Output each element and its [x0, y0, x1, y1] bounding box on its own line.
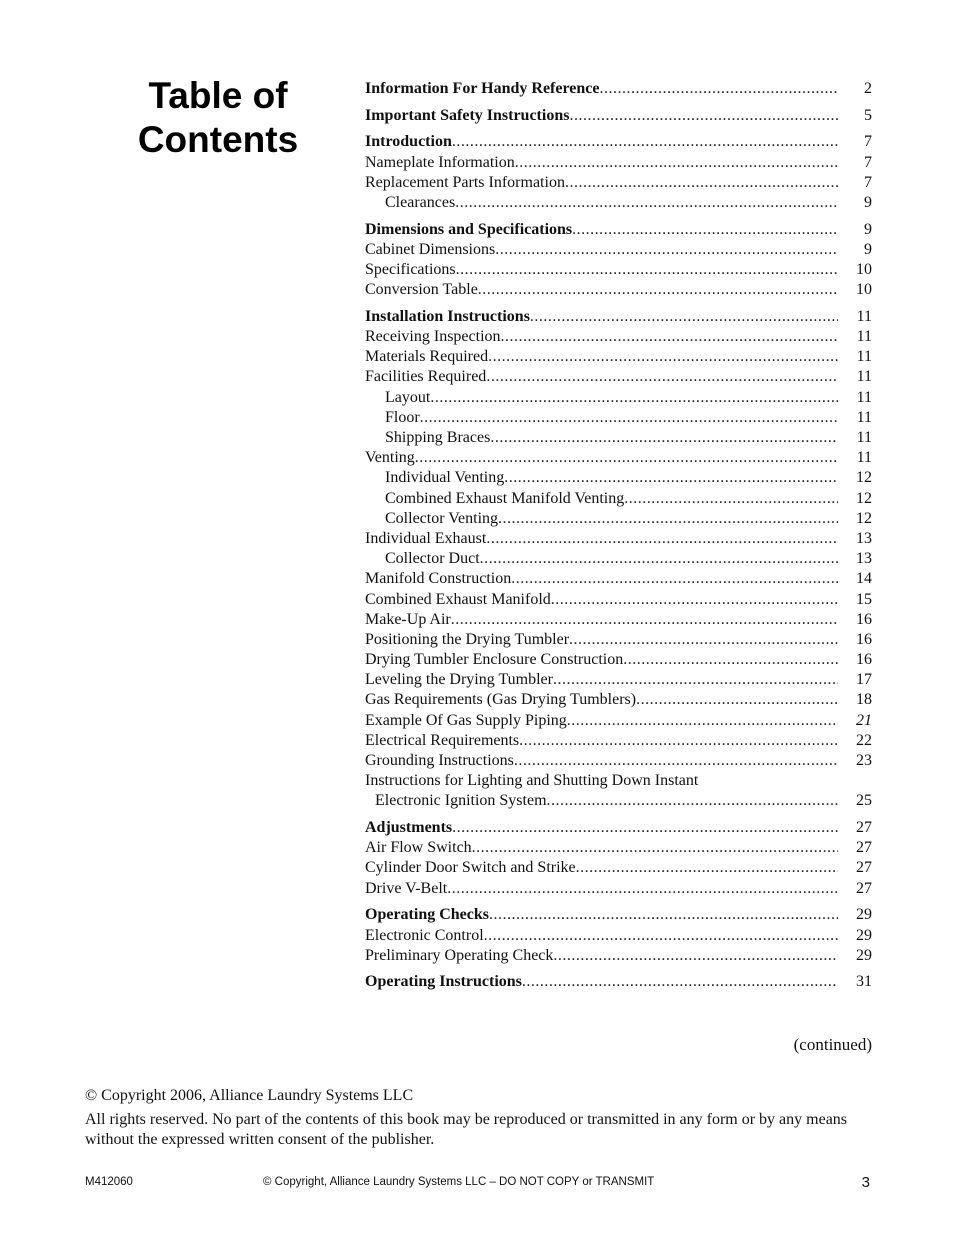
toc-entry-label: Collector Venting [385, 509, 499, 527]
toc-entry[interactable] [365, 260, 872, 280]
toc-entry[interactable] [365, 569, 872, 589]
toc-entry[interactable] [365, 946, 872, 966]
toc-entry-page: 10 [856, 261, 872, 278]
dot-leader [472, 838, 838, 858]
dot-leader [415, 448, 838, 468]
toc-entry-page: 16 [856, 610, 872, 628]
dot-leader [480, 549, 838, 569]
toc-entry-label: Cylinder Door Switch and Strike [365, 859, 576, 877]
toc-entry[interactable] [365, 972, 872, 992]
toc-entry-page: 12 [856, 489, 872, 507]
toc-entry[interactable] [365, 193, 872, 213]
dot-leader [498, 509, 838, 529]
toc-entry-label: Instructions for Lighting and Shutting Down Instant [365, 772, 699, 790]
copyright-line: © Copyright 2006, Alliance Laundry Systems LLC [85, 1087, 414, 1104]
toc-entry-page: 12 [856, 509, 872, 527]
toc-entry-label: Introduction [365, 133, 452, 151]
toc-entry-page: 11 [856, 429, 872, 446]
toc-entry-label: Individual Exhaust [365, 529, 487, 547]
toc-entry-page: 29 [856, 906, 872, 924]
dot-leader [547, 791, 838, 811]
dot-leader [511, 569, 838, 589]
toc-entry-page: 13 [856, 529, 872, 547]
toc-entry[interactable] [365, 529, 872, 549]
toc-entry-label: Drying Tumbler Enclosure Construction [365, 651, 624, 669]
dot-leader [430, 388, 838, 408]
dot-leader [530, 307, 838, 327]
toc-entry-page: 7 [864, 133, 872, 151]
toc-entry-page: 14 [856, 570, 872, 588]
toc-entry-page: 13 [856, 550, 872, 568]
dot-leader [636, 690, 838, 710]
toc-entry[interactable] [365, 650, 872, 670]
toc-entry[interactable] [365, 489, 872, 509]
toc-entry-label: Venting [365, 449, 415, 467]
dot-leader [484, 926, 838, 946]
page-title-line1: Table of [148, 75, 288, 116]
toc-entry-page: 31 [856, 973, 872, 991]
toc-entry[interactable] [365, 751, 872, 771]
dot-leader [452, 818, 838, 838]
toc-entry-page: 7 [864, 153, 872, 171]
toc-entry-page: 22 [856, 731, 872, 749]
toc-entry-page: 11 [856, 368, 872, 386]
toc-entry-page: 11 [856, 328, 872, 346]
dot-leader [565, 173, 838, 193]
page-footer [0, 1174, 954, 1194]
toc-entry[interactable] [365, 791, 872, 811]
toc-entry-label: Materials Required [365, 348, 489, 366]
toc-entry-page: 11 [856, 388, 872, 406]
toc-entry-label: Information For Handy Reference [365, 80, 600, 97]
dot-leader [624, 489, 838, 509]
toc-entry-label: Clearances [385, 193, 456, 211]
dot-leader [569, 630, 838, 650]
toc-entry-label: Leveling the Drying Tumbler [365, 671, 553, 689]
document-code: M412060 [85, 1176, 133, 1188]
copyright-notice [85, 1086, 875, 1150]
toc-entry-page: 29 [856, 946, 872, 964]
dot-leader [456, 260, 838, 280]
toc-entry-page: 16 [856, 651, 872, 669]
toc-entry[interactable] [365, 347, 872, 367]
page-title-line2: Contents [137, 119, 299, 160]
toc-entry[interactable] [365, 690, 872, 710]
toc-entry-page: 9 [864, 220, 872, 238]
toc-entry-label: Dimensions and Specifications [365, 220, 573, 238]
toc-entry-page: 11 [856, 408, 872, 426]
toc-entry-label: Specifications [365, 261, 456, 278]
dot-leader [488, 347, 838, 367]
toc-entry[interactable] [365, 630, 872, 650]
rights-statement: All rights reserved. No part of the contents of this book may be reproduced or transmitted in any form or by any means without the expressed written consent of the publisher. [85, 1111, 848, 1148]
toc-entry-label: Make-Up Air [365, 610, 451, 628]
page-title [118, 74, 318, 162]
toc-entry-page: 11 [856, 348, 872, 366]
toc-entry[interactable] [365, 428, 872, 448]
toc-entry[interactable] [365, 327, 872, 347]
toc-entry-page: 27 [856, 839, 872, 857]
toc-entry[interactable] [365, 838, 872, 858]
page-number: 3 [861, 1174, 870, 1191]
toc-entry[interactable] [365, 731, 872, 751]
toc-entry-label: Electronic Control [365, 926, 484, 944]
toc-entry-page: 27 [856, 819, 872, 837]
toc-entry-label: Individual Venting [385, 469, 505, 487]
toc-entry-page: 9 [864, 240, 872, 258]
toc-entry-label: Adjustments [365, 819, 453, 837]
toc-entry[interactable] [365, 590, 872, 610]
dot-leader [490, 428, 838, 448]
toc-entry[interactable] [365, 132, 872, 152]
toc-entry-label: Electronic Ignition System [375, 792, 547, 810]
toc-entry[interactable] [365, 173, 872, 193]
toc-entry-label: Shipping Braces [385, 429, 491, 446]
toc-entry-label: Positioning the Drying Tumbler [365, 630, 570, 648]
toc-entry[interactable] [365, 610, 872, 630]
dot-leader [522, 972, 838, 992]
dot-leader [486, 367, 838, 387]
dot-leader [567, 711, 838, 731]
toc-entry-label: Receiving Inspection [365, 328, 501, 346]
dot-leader [478, 280, 838, 300]
dot-leader [501, 327, 838, 347]
toc-entry[interactable] [365, 509, 872, 529]
continued-note: (continued) [793, 1035, 872, 1054]
dot-leader [495, 240, 838, 260]
toc-entry[interactable] [365, 240, 872, 260]
toc-entry-page: 9 [864, 193, 872, 211]
toc-entry[interactable] [365, 367, 872, 387]
toc-entry-label: Operating Checks [365, 906, 489, 924]
toc-entry-label: Electrical Requirements [365, 731, 520, 749]
dot-leader [515, 153, 838, 173]
toc-entry[interactable] [365, 153, 872, 173]
toc-entry-label: Important Safety Instructions [365, 106, 570, 124]
dot-leader [551, 590, 838, 610]
toc-entry-page: 7 [864, 173, 872, 191]
toc-entry-page: 27 [856, 859, 872, 877]
toc-entry-label: Gas Requirements (Gas Drying Tumblers) [365, 691, 637, 709]
toc-entry[interactable] [365, 408, 872, 428]
footer-copyright: © Copyright, Alliance Laundry Systems LLC – DO NOT COPY or TRANSMIT [263, 1176, 655, 1188]
toc-entry-page: 12 [856, 469, 872, 487]
toc-entry-label: Nameplate Information [365, 153, 515, 171]
toc-entry[interactable] [365, 818, 872, 838]
toc-entry[interactable] [365, 220, 872, 240]
toc-entry-label: Cabinet Dimensions [365, 240, 496, 258]
dot-leader [519, 731, 838, 751]
toc-entry-label: Drive V-Belt [365, 879, 448, 897]
toc-entry[interactable] [365, 926, 872, 946]
toc-entry[interactable] [365, 905, 872, 925]
dot-leader [569, 106, 838, 126]
toc-entry-page: 18 [856, 691, 872, 709]
toc-entry-label: Air Flow Switch [365, 839, 472, 857]
toc-entry-page: 15 [856, 590, 872, 608]
toc-entry-label: Layout [385, 388, 431, 406]
toc-entry-label: Facilities Required [365, 368, 487, 386]
toc-entry-label: Collector Duct [385, 550, 480, 568]
toc-entry[interactable] [365, 106, 872, 126]
toc-entry-page: 27 [856, 879, 872, 897]
dot-leader [514, 751, 838, 771]
toc-entry[interactable] [365, 307, 872, 327]
table-of-contents [365, 79, 872, 993]
dot-leader [553, 946, 838, 966]
dot-leader [486, 529, 838, 549]
toc-entry[interactable] [365, 670, 872, 690]
toc-entry-page: 17 [856, 671, 872, 689]
dot-leader [451, 610, 838, 630]
dot-leader [504, 468, 838, 488]
dot-leader [572, 220, 838, 240]
toc-entry-page: 29 [856, 926, 872, 944]
dot-leader [420, 408, 838, 428]
toc-entry[interactable] [365, 448, 872, 468]
toc-entry[interactable] [365, 388, 872, 408]
toc-entry[interactable] [365, 79, 872, 99]
dot-leader [623, 650, 838, 670]
dot-leader [452, 132, 838, 152]
dot-leader [447, 879, 838, 899]
toc-entry-label: Combined Exhaust Manifold [365, 590, 551, 608]
toc-entry[interactable] [365, 711, 872, 731]
toc-entry-label: Replacement Parts Information [365, 173, 565, 191]
toc-entry-label: Manifold Construction [365, 570, 512, 588]
toc-entry-label: Combined Exhaust Manifold Venting [385, 489, 625, 507]
dot-leader [455, 193, 838, 213]
dot-leader [576, 858, 838, 878]
toc-entry-label: Installation Instructions [365, 307, 530, 325]
toc-entry-page: 21 [856, 711, 872, 729]
toc-entry-label: Example Of Gas Supply Piping [365, 711, 567, 729]
toc-entry[interactable] [365, 549, 872, 569]
toc-entry-page: 25 [856, 792, 872, 810]
toc-entry-page: 11 [856, 449, 872, 467]
toc-entry-page: 5 [864, 106, 872, 124]
toc-entry-page: 11 [856, 307, 872, 325]
toc-entry[interactable] [365, 879, 872, 899]
toc-entry-label: Conversion Table [365, 281, 478, 299]
toc-entry[interactable] [365, 280, 872, 300]
toc-entry-label: Grounding Instructions [365, 752, 514, 769]
toc-entry[interactable] [365, 858, 872, 878]
dot-leader [489, 905, 838, 925]
toc-entry-label: Operating Instructions [365, 973, 522, 991]
toc-entry-label: Floor [385, 408, 420, 426]
toc-entry-page: 2 [864, 80, 872, 97]
toc-entry-label: Preliminary Operating Check [365, 946, 554, 964]
toc-entry[interactable] [365, 771, 872, 791]
toc-entry-page: 10 [856, 281, 872, 299]
dot-leader [553, 670, 838, 690]
toc-entry-page: 16 [856, 630, 872, 648]
toc-entry-page: 23 [856, 752, 872, 769]
toc-entry[interactable] [365, 468, 872, 488]
dot-leader [599, 79, 838, 99]
